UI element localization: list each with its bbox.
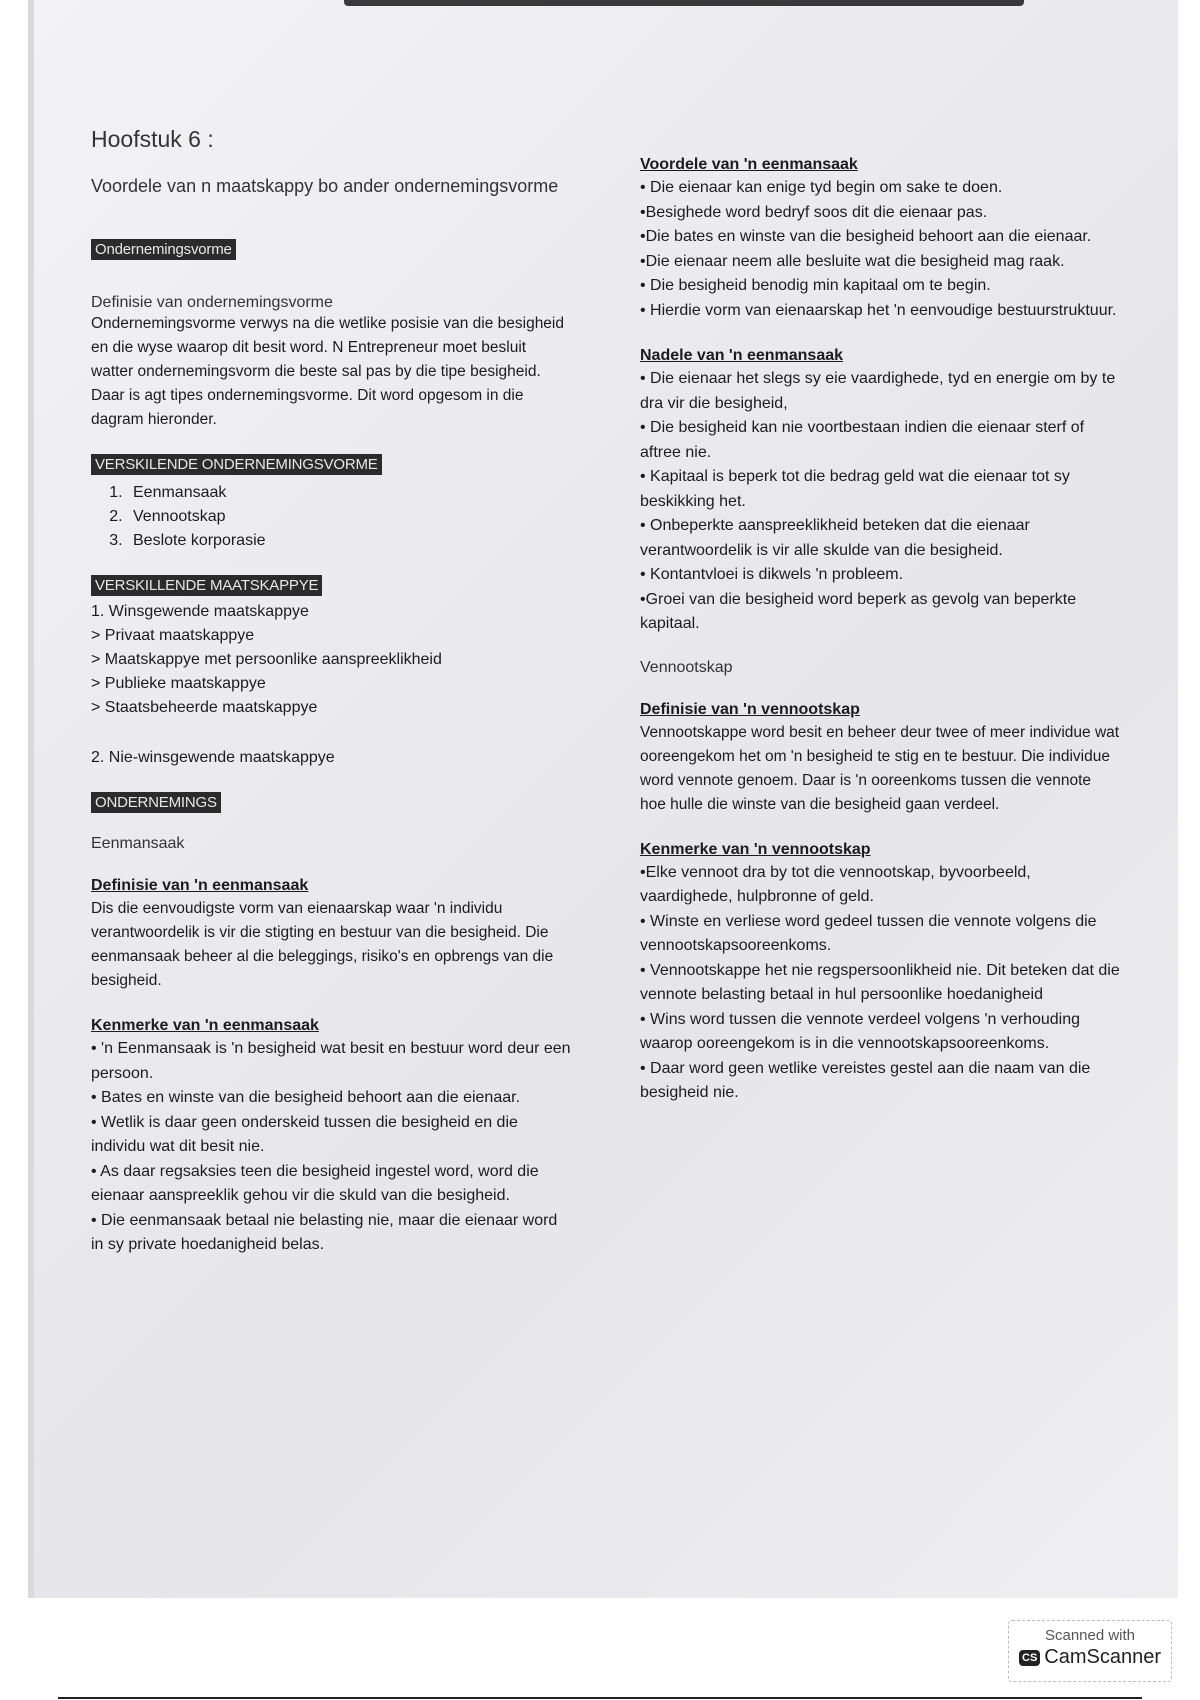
list-item: • Onbeperkte aanspreeklikheid beteken dat die eienaar verantwoordelik is vir alle skulde van die besigheid.	[640, 517, 1030, 559]
list-item: • Daar word geen wetlike vereistes gestel aan die naam van die besigheid nie.	[640, 1059, 1091, 1101]
kenmerke-vennootskap-list	[640, 861, 1120, 1106]
nie-winsgewende-line: 2. Nie-winsgewende maatskappye	[91, 749, 335, 766]
list-item: > Staatsbeheerde maatskappye	[91, 699, 318, 716]
list-item: • Hierdie vorm van eienaarskap het 'n eenvoudige bestuurstruktuur.	[640, 301, 1117, 319]
camscanner-badge	[1008, 1620, 1172, 1682]
camscanner-logo-icon: CS	[1019, 1650, 1040, 1666]
section-label-ondernemings: ONDERNEMINGS	[91, 792, 221, 813]
list-item: • Die eienaar het slegs sy eie vaardighede, tyd en energie om by te dra vir die besigheid,	[640, 370, 1116, 412]
bottom-rule	[58, 1697, 1142, 1699]
list-item: • Kapitaal is beperk tot die bedrag geld wat die eienaar tot sy beskikking het.	[640, 468, 1070, 510]
kenmerke-eenmansaak-list	[91, 1037, 571, 1258]
list-item: • Winste en verliese word gedeel tussen die vennote volgens die vennootskapsooreenkoms.	[640, 912, 1097, 954]
eenmansaak-label: Eenmansaak	[91, 835, 185, 852]
heading-definisie-vennootskap: Definisie van 'n vennootskap	[640, 700, 860, 718]
section-label-verskillende-maatskappye: VERSKILLENDE MAATSKAPPYE	[91, 575, 322, 596]
list-item: •Elke vennoot dra by tot die vennootskap, byvoorbeeld, vaardighede, hulpbronne of geld.	[640, 863, 1031, 905]
list-item: • Vennootskappe het nie regspersoonlikheid nie. Dit beteken dat die vennote belasting betaal in hul persoonlike hoedanigheid	[640, 961, 1120, 1003]
list-item: 1. Eenmansaak	[127, 481, 571, 505]
list-item: •Besighede word bedryf soos dit die eienaar pas.	[640, 203, 988, 221]
list-item: • 'n Eenmansaak is 'n besigheid wat besit en bestuur word deur een persoon.	[91, 1040, 571, 1082]
left-column	[91, 126, 571, 1258]
definisie-vennootskap-text: Vennootskappe word besit en beheer deur twee of meer individue wat ooreengekom het om 'n besigheid te stig en te bestuur. Die individue word vennote genoem. Daar is 'n ooreenkoms tussen die vennote hoe hulle die winste van die besigheid gaan verdeel.	[640, 723, 1120, 813]
list-item: • As daar regsaksies teen die besigheid ingestel word, word die eienaar aanspreeklik gehou vir die skuld van die besigheid.	[91, 1162, 539, 1204]
list-item: •Die eienaar neem alle besluite wat die besigheid mag raak.	[640, 252, 1065, 270]
definition-text: Ondernemingsvorme verwys na die wetlike posisie van die besigheid en die wyse waarop dit besit word. N Entrepreneur moet besluit watter ondernemingsvorm die beste sal pas by die tipe besigheid. Daar is agt tipes ondernemingsvorme. Dit word opgesom in die dagram hieronder.	[91, 315, 564, 428]
list-item: • Wins word tussen die vennote verdeel volgens 'n verhouding waarop ooreengekom is in die vennootskapsooreenkoms.	[640, 1010, 1081, 1052]
list-item: • Bates en winste van die besigheid behoort aan die eienaar.	[91, 1089, 521, 1106]
section-label-ondernemingsvorme: Ondernemingsvorme	[91, 239, 236, 260]
heading-kenmerke-vennootskap: Kenmerke van 'n vennootskap	[640, 840, 871, 858]
list-item: 1. Winsgewende maatskappye	[91, 603, 309, 620]
vennootskap-label: Vennootskap	[640, 658, 733, 676]
ondernemingsvorme-list	[91, 481, 571, 553]
list-item: > Publieke maatskappye	[91, 675, 266, 692]
voordele-list	[640, 176, 1120, 323]
camscanner-brand	[1009, 1646, 1171, 1669]
list-item: • Die eenmansaak betaal nie belasting nie, maar die eienaar word in sy private hoedanigheid belas.	[91, 1211, 558, 1253]
list-item: • Die besigheid benodig min kapitaal om te begin.	[640, 277, 991, 294]
heading-voordele-eenmansaak: Voordele van 'n eenmansaak	[640, 156, 858, 173]
heading-definisie-eenmansaak: Definisie van 'n eenmansaak	[91, 877, 309, 894]
page-subtitle: Voordele van n maatskappy bo ander ondernemingsvorme	[91, 176, 559, 196]
list-item: 3. Beslote korporasie	[127, 529, 571, 553]
camscanner-brand-text: CamScanner	[1044, 1646, 1161, 1668]
page-top-edge	[344, 0, 1024, 6]
scanned-with-text: Scanned with	[1044, 1627, 1136, 1644]
definisie-eenmansaak-text: Dis die eenvoudigste vorm van eienaarskap waar 'n individu verantwoordelik is vir die stigting en bestuur van die besigheid. Die eenmansaak beheer al die beleggings, risiko's en opbrengs van die besigheid.	[91, 900, 554, 989]
list-item: • Kontantvloei is dikwels 'n probleem.	[640, 566, 904, 583]
section-label-verskillende-ondernemingsvorme: VERSKILENDE ONDERNEMINGSVORME	[91, 454, 382, 475]
right-column	[640, 154, 1120, 1106]
maatskappye-list	[91, 600, 571, 720]
list-item: • Wetlik is daar geen onderskeid tussen die besigheid en die individu wat dit besit nie.	[91, 1113, 518, 1155]
list-item: • Die eienaar kan enige tyd begin om sake te doen.	[640, 179, 1003, 196]
nadele-list	[640, 367, 1120, 637]
list-item: > Maatskappye met persoonlike aanspreeklikheid	[91, 651, 442, 668]
list-item: • Die besigheid kan nie voortbestaan indien die eienaar sterf of aftree nie.	[640, 419, 1085, 461]
list-item: •Groei van die besigheid word beperk as gevolg van beperkte kapitaal.	[640, 590, 1077, 632]
page-title: Hoofstuk 6 :	[91, 126, 214, 152]
heading-nadele-eenmansaak: Nadele van 'n eenmansaak	[640, 347, 844, 364]
list-item: > Privaat maatskappye	[91, 627, 255, 644]
heading-kenmerke-eenmansaak: Kenmerke van 'n eenmansaak	[91, 1017, 319, 1034]
definition-title: Definisie van ondernemingsvorme	[91, 294, 333, 311]
list-item: 2. Vennootskap	[127, 505, 571, 529]
list-item: •Die bates en winste van die besigheid behoort aan die eienaar.	[640, 228, 1092, 245]
